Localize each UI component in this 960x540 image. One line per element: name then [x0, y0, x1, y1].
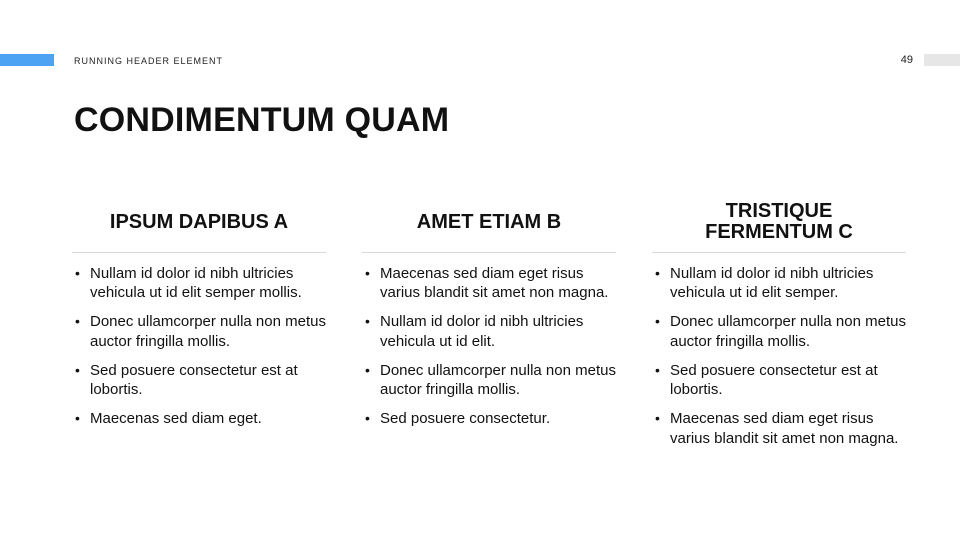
column-b	[362, 192, 616, 438]
bullet-item: • Nullam id dolor id nibh ultricies vehicula ut id elit semper mollis.	[72, 264, 326, 303]
bullet-item: • Nullam id dolor id nibh ultricies vehicula ut id elit semper.	[652, 264, 906, 303]
bullet-item: • Sed posuere consectetur est at lobortis.	[652, 361, 906, 400]
column-heading: TRISTIQUE FERMENTUM C	[652, 192, 906, 253]
header-accent-bar	[0, 54, 54, 66]
running-header: RUNNING HEADER ELEMENT	[74, 56, 224, 66]
bullet-item: • Sed posuere consectetur.	[362, 409, 616, 428]
bullet-list	[652, 253, 906, 448]
bullet-item: • Maecenas sed diam eget.	[72, 409, 326, 428]
bullet-item: • Sed posuere consectetur est at lobortis.	[72, 361, 326, 400]
bullet-item: • Donec ullamcorper nulla non metus auctor fringilla mollis.	[72, 312, 326, 351]
column-a	[72, 192, 326, 438]
column-c	[652, 192, 906, 458]
bullet-item: • Donec ullamcorper nulla non metus auctor fringilla mollis.	[362, 361, 616, 400]
bullet-item: • Donec ullamcorper nulla non metus auctor fringilla mollis.	[652, 312, 906, 351]
bullet-item: • Maecenas sed diam eget risus varius blandit sit amet non magna.	[362, 264, 616, 303]
bullet-item: • Nullam id dolor id nibh ultricies vehicula ut id elit.	[362, 312, 616, 351]
column-heading: AMET ETIAM B	[362, 192, 616, 253]
bullet-list	[362, 253, 616, 429]
bullet-list	[72, 253, 326, 429]
page-number: 49	[900, 54, 913, 66]
column-heading: IPSUM DAPIBUS A	[72, 192, 326, 253]
bullet-item: • Maecenas sed diam eget risus varius blandit sit amet non magna.	[652, 409, 906, 448]
page-number-bar	[924, 54, 960, 66]
slide-title: CONDIMENTUM QUAM	[74, 101, 450, 139]
